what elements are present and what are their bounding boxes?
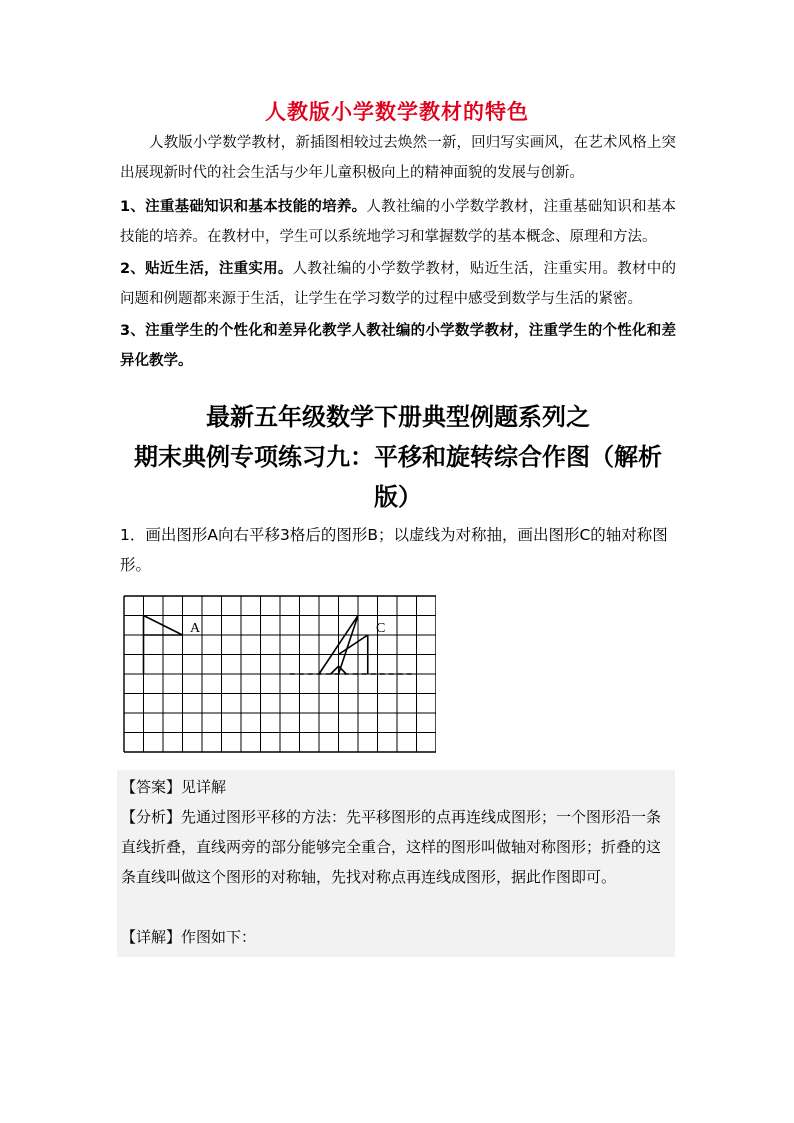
shape-a-label: A [190, 621, 201, 636]
main-title-line-2: 期末典例专项练习九：平移和旋转综合作图（解析版） [134, 443, 662, 511]
intro-point-1 [120, 192, 676, 252]
point-text: 人教社编的小学数学教材，贴近生活，注重实用。教材中的问题和例题都来源于生活，让学生在学习数学的过程中感受到数学与生活的紧密。 [120, 261, 676, 307]
intro-title: 人教版小学数学教材的特色 [265, 100, 529, 124]
point-heading: 3、注重学生的个性化和差异化教学人教社编的小学数学教材，注重学生的个性化和差异化教学。 [120, 323, 676, 369]
shape-c-edge [331, 666, 339, 674]
main-title-line-1: 最新五年级数学下册典型例题系列之 [206, 403, 590, 431]
intro-point-3 [120, 316, 676, 376]
answer-label: 【答案】 [121, 778, 182, 796]
point-heading: 2、贴近生活，注重实用。 [120, 261, 293, 277]
shape-c-label: C [376, 621, 386, 636]
answer-row [121, 772, 673, 802]
analysis-label: 【分析】 [121, 808, 182, 826]
detail-text: 作图如下： [181, 928, 257, 946]
question-text: 1．画出图形A向右平移3格后的图形B；以虚线为对称抽，画出图形C的轴对称图形。 [120, 526, 668, 574]
intro-point-2 [120, 254, 676, 314]
detail-row [121, 922, 673, 952]
shape-c-edge [339, 616, 359, 675]
point-heading: 1、注重基础知识和基本技能的培养。 [120, 199, 367, 215]
main-title [120, 397, 676, 517]
analysis-row [121, 802, 673, 892]
answer-text: 见详解 [181, 778, 227, 796]
grid-figure [120, 592, 436, 766]
intro-paragraph: 人教版小学数学教材，新插图相较过去焕然一新，回归写实画风，在艺术风格上突出展现新时代的社会生活与少年儿童积极向上的精神面貌的发展与创新。 [120, 135, 676, 181]
point-text: 人教社编的小学数学教材，注重基础知识和基本技能的培养。在教材中，学生可以系统地学习和掌握数学的基本概念、原理和方法。 [120, 199, 677, 245]
answer-section [117, 770, 675, 957]
grid-figure-svg [120, 592, 436, 762]
analysis-text: 先通过图形平移的方法：先平移图形的点再连线成图形；一个图形沿一条直线折叠，直线两旁的部分能够完全重合，这样的图形叫做轴对称图形；折叠的这条直线叫做这个图形的对称轴，先找对称点再连线成图形，据此作图即可。 [121, 808, 662, 886]
detail-label: 【详解】 [121, 928, 182, 946]
